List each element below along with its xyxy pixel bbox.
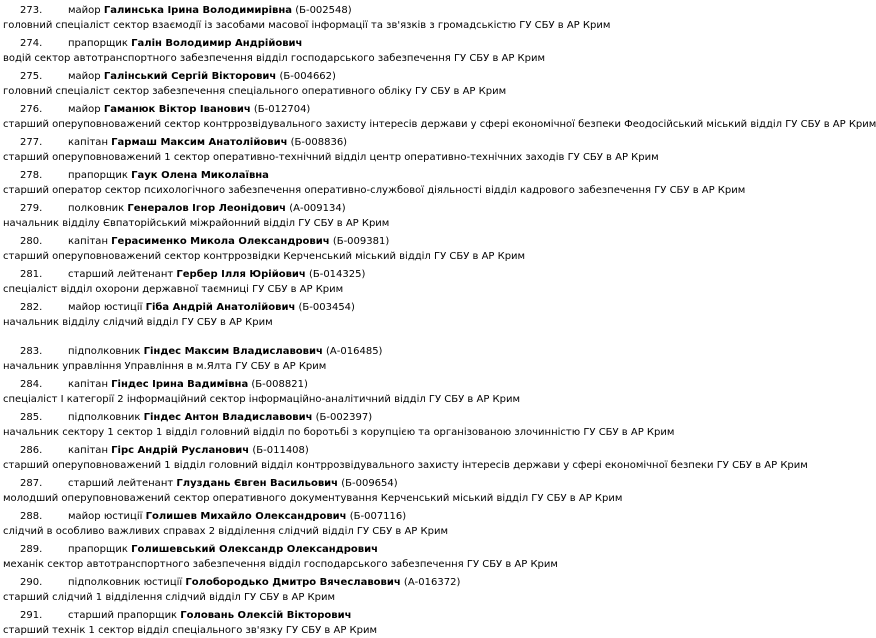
entry-number: 274. [20,38,43,49]
entry-person [68,543,378,556]
entry-person [68,345,382,358]
entry-position: старший технік 1 сектор відділ спеціального зв'язку ГУ СБУ в АР Крим [3,625,378,636]
entry-header [0,37,772,50]
entry-rank: прапорщик [68,38,128,49]
entry-name: Гіндес Антон Владиславович [143,412,313,423]
entry-position: водій сектор автотранспортного забезпечення відділ господарського забезпечення ГУ СБУ в АР Крим [3,53,546,64]
entry-person [68,301,355,314]
entry-person [68,444,309,457]
entry-code: (Б-002548) [295,5,352,16]
entry-position: начальник відділу Євпаторійський міжрайонний відділ ГУ СБУ в АР Крим [3,218,390,229]
entry-number: 290. [20,577,43,588]
entry-number: 289. [20,544,43,555]
entry-header [0,444,772,457]
entry-rank: старший лейтенант [68,269,174,280]
entry-header [0,510,772,523]
entry-header [0,477,772,490]
entry-number: 291. [20,610,43,621]
entry-name: Галінський Сергій Вікторович [103,71,277,82]
entry-name: Генералов Ігор Леонідович [127,203,287,214]
entry-position: начальник сектору 1 сектор 1 відділ головний відділ по боротьбі з корупцією та організованою злочинністю ГУ СБУ в АР Крим [3,427,675,438]
entry-number: 278. [20,170,43,181]
entry-position: старший оперуповноважений сектор контррозвідки Керченський міський відділ ГУ СБУ в АР Крим [3,251,526,262]
entry-number: 283. [20,346,43,357]
entry-position: головний спеціаліст сектор забезпечення спеціального оперативного обліку ГУ СБУ в АР Крим [3,86,507,97]
entry-rank: майор [68,71,101,82]
entry-header [0,378,772,391]
entry-person [68,411,372,424]
entry-number: 288. [20,511,43,522]
entry-header [0,202,772,215]
entry-code: (А-016372) [403,577,461,588]
entry-code: (Б-011408) [252,445,309,456]
list-item [0,37,772,64]
entry-position: спеціаліст І категорії 2 інформаційний сектор інформаційно-аналітичний відділ ГУ СБУ в АР Крим [3,394,521,405]
entry-rank: капітан [68,236,108,247]
entry-position: старший оперуповноважений сектор контррозвідувального захисту інтересів держави у сфері економічної безпеки Феодосійський міський відділ ГУ СБУ в АР Крим [3,119,876,130]
list-item [0,477,772,504]
list-item [0,411,772,438]
entry-person [68,477,398,490]
entry-code: (А-009134) [289,203,346,214]
entry-name: Голишевський Олександр Олександрович [131,544,378,555]
list-item [0,444,808,471]
list-item [0,136,772,163]
entry-position: старший оперуповноважений 1 сектор оперативно-технічний відділ центр оперативно-технічних заходів ГУ СБУ в АР Крим [3,152,659,163]
entry-rank: майор юстиції [68,302,143,313]
entry-rank: підполковник [68,412,141,423]
entry-person [68,103,310,116]
entry-rank: капітан [68,379,108,390]
entry-rank: старший прапорщик [68,610,178,621]
entry-position: головний спеціаліст сектор взаємодії із засобами масової інформації та зв'язків з громадськістю ГУ СБУ в АР Крим [3,20,611,31]
entry-position: молодший оперуповноважений сектор оперативного документування Керченський міський відділ ГУ СБУ в АР Крим [3,493,623,504]
entry-person [68,37,302,50]
entry-position: начальник відділу слідчий відділ ГУ СБУ в АР Крим [3,317,273,328]
entry-name: Гіндес Максим Владиславович [143,346,323,357]
entry-position: старший оператор сектор психологічного забезпечення оперативно-службової діяльності відділ кадрового забезпечення ГУ СБУ в АР Крим [3,185,746,196]
entry-code: (Б-004662) [279,71,336,82]
entry-person [68,4,352,17]
entry-number: 275. [20,71,43,82]
entry-header [0,345,772,358]
entry-position: спеціаліст відділ охорони державної таємниці ГУ СБУ в АР Крим [3,284,344,295]
list-item [0,301,772,328]
entry-header [0,268,772,281]
entry-code: (Б-008821) [251,379,308,390]
entry-rank: капітан [68,137,108,148]
entry-name: Галинська Ірина Володимирівна [103,5,293,16]
entry-header [0,609,772,622]
entry-number: 277. [20,137,43,148]
entry-name: Гірс Андрій Русланович [111,445,250,456]
entry-rank: старший лейтенант [68,478,174,489]
entry-number: 287. [20,478,43,489]
entry-number: 284. [20,379,43,390]
list-item [0,268,772,295]
entry-rank: майор [68,5,101,16]
entry-name: Глуздань Євген Васильович [176,478,339,489]
entry-number: 281. [20,269,43,280]
entry-header [0,235,772,248]
entry-name: Голишев Михайло Олександрович [145,511,347,522]
list-item [0,609,772,636]
list-item [0,235,772,262]
entry-number: 286. [20,445,43,456]
entry-rank: підполковник юстиції [68,577,183,588]
list-item [0,169,772,196]
entry-header [0,576,772,589]
entry-name: Герасименко Микола Олександрович [111,236,330,247]
list-item [0,543,772,570]
entry-person [68,268,365,281]
entry-person [68,136,347,149]
list-item [0,70,772,97]
entry-code: (Б-009381) [332,236,390,247]
entry-person [68,576,460,589]
entry-person [68,609,352,622]
entry-code: (Б-007116) [349,511,407,522]
entry-code: (Б-014325) [308,269,366,280]
entry-name: Гаук Олена Миколаївна [131,170,269,181]
entry-header [0,411,772,424]
list-item [0,378,772,405]
entry-code: (Б-003454) [298,302,355,313]
entry-rank: прапорщик [68,544,128,555]
entry-name: Гербер Ілля Юрійович [176,269,306,280]
entry-name: Гіндес Ірина Вадимівна [111,379,249,390]
entry-name: Галін Володимир Андрійович [131,38,303,49]
entry-position: начальник управління Управління в м.Ялта ГУ СБУ в АР Крим [3,361,327,372]
entry-rank: прапорщик [68,170,128,181]
entry-person [68,378,308,391]
list-item [0,510,772,537]
entry-person [68,70,336,83]
list-item [0,202,772,229]
entry-header [0,136,772,149]
entry-header [0,70,772,83]
list-item [0,345,772,372]
list-item [0,576,772,603]
entry-number: 279. [20,203,43,214]
entry-rank: майор [68,104,101,115]
entry-name: Гіба Андрій Анатолійович [145,302,296,313]
entry-position: слідчий в особливо важливих справах 2 відділення слідчий відділ ГУ СБУ в АР Крим [3,526,449,537]
entry-name: Головань Олексій Вікторович [180,610,352,621]
entry-position: старший оперуповноважений 1 відділ головний відділ контррозвідувального захисту інтересів держави у сфері економічної безпеки ГУ СБУ в АР Крим [3,460,808,471]
entry-number: 282. [20,302,43,313]
entry-header [0,169,772,182]
entry-person [68,169,269,182]
entry-header [0,301,772,314]
entry-header [0,543,772,556]
entry-number: 276. [20,104,43,115]
entry-number: 280. [20,236,43,247]
entry-rank: підполковник [68,346,141,357]
entry-name: Гаманюк Віктор Іванович [103,104,251,115]
entry-rank: майор юстиції [68,511,143,522]
entry-person [68,510,406,523]
entry-name: Гармаш Максим Анатолійович [111,137,288,148]
list-item [0,4,772,31]
entry-code: (А-016485) [326,346,383,357]
entry-position: механік сектор автотранспортного забезпечення відділ господарського забезпечення ГУ СБУ в АР Крим [3,559,558,570]
entry-rank: полковник [68,203,125,214]
entry-code: (Б-012704) [253,104,311,115]
entry-header [0,103,772,116]
list-item [0,103,876,130]
entry-code: (Б-002397) [315,412,373,423]
entry-person [68,202,346,215]
entry-code: (Б-008836) [290,137,348,148]
entry-position: старший слідчий 1 відділення слідчий відділ ГУ СБУ в АР Крим [3,592,336,603]
entry-header [0,4,772,17]
entry-rank: капітан [68,445,108,456]
entry-number: 285. [20,412,43,423]
entry-person [68,235,389,248]
entry-number: 273. [20,5,43,16]
entry-code: (Б-009654) [341,478,398,489]
entry-name: Голобородько Дмитро Вячеславович [185,577,401,588]
